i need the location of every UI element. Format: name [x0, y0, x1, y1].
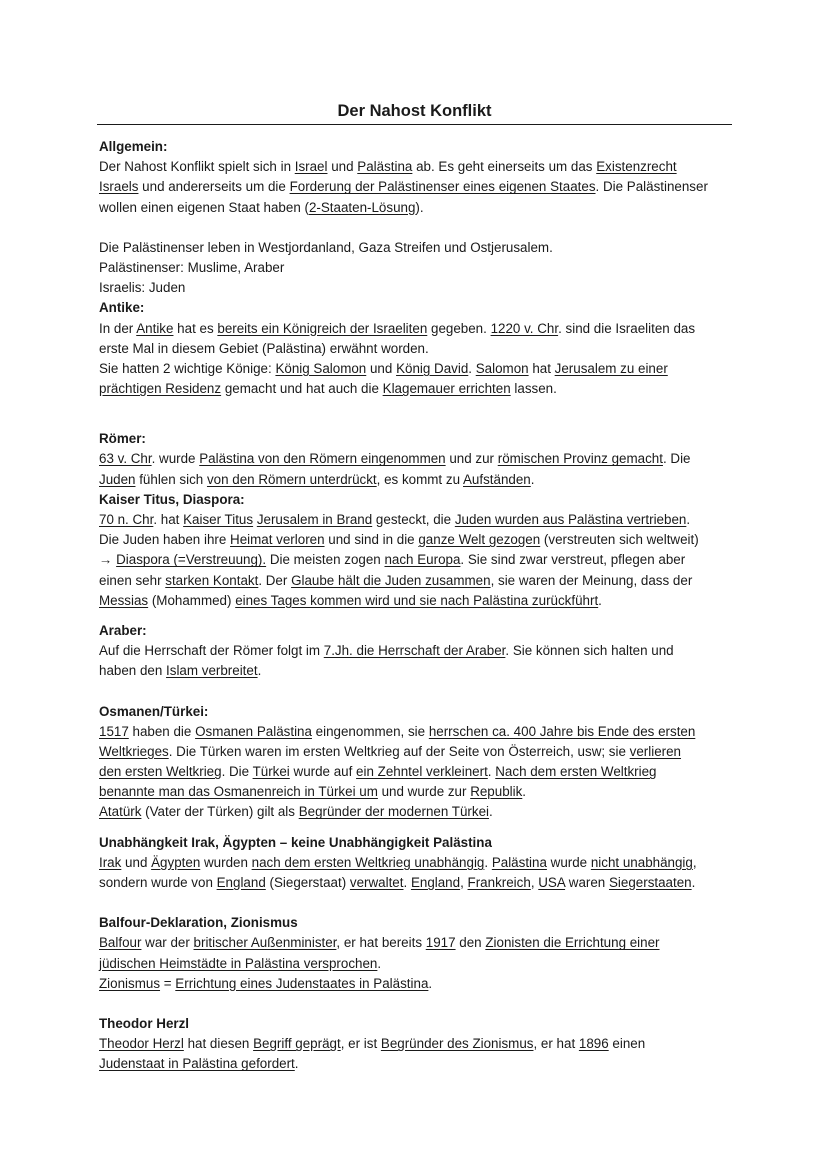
underlined-term: den ersten Weltkrieg	[99, 764, 222, 780]
text-line	[99, 379, 739, 399]
underlined-term: Aufständen	[463, 471, 531, 487]
underlined-term: ganze Welt gezogen	[418, 532, 541, 548]
underlined-term: Zionisten die Errichtung einer	[485, 935, 660, 951]
underlined-term: Begriff geprägt	[253, 1036, 341, 1052]
underlined-term: Palästina von den Römern eingenommen	[199, 451, 446, 467]
text-line	[99, 873, 739, 893]
underlined-term: Errichtung eines Judenstaates in Palästina	[175, 975, 429, 991]
underlined-term: USA	[538, 875, 566, 890]
underlined-term: prächtigen Residenz	[99, 381, 222, 397]
text-segment: (Mohammed)	[148, 592, 236, 608]
underlined-term: 1517	[99, 723, 129, 739]
underlined-term: nach Europa	[384, 552, 461, 568]
text-segment: , es kommt zu	[376, 471, 463, 487]
text-segment: , er hat	[533, 1036, 579, 1052]
section-heading: Unabhängkeit Irak, Ägypten – keine Unabhängigkeit Palästina	[99, 834, 492, 850]
underlined-term: Kaiser Titus	[183, 512, 254, 527]
underlined-term: Islam verbreitet	[166, 663, 258, 679]
underlined-term: Palästina	[357, 159, 413, 175]
underlined-term: Jerusalem in Brand	[256, 512, 373, 527]
underlined-term: Türkei	[252, 764, 290, 780]
text-segment: Auf die Herrschaft der Römer folgt im	[99, 643, 324, 659]
underlined-term: benannte man das Osmanenreich in Türkei um	[99, 784, 378, 800]
text-segment: ,	[692, 854, 697, 870]
text-line	[99, 641, 739, 661]
text-segment: eingenommen, sie	[311, 723, 429, 739]
text-segment: Die Palästinenser leben in Westjordanland, Gaza Streifen und Ostjerusalem.	[99, 239, 553, 255]
text-segment: Palästinenser: Muslime, Araber	[99, 259, 285, 275]
text-segment: ,	[460, 875, 468, 890]
text-segment: .	[522, 784, 527, 800]
section-heading: Kaiser Titus, Diaspora:	[99, 491, 245, 507]
text-segment: Der Nahost Konflikt spielt sich in	[99, 159, 295, 175]
text-segment: →	[99, 552, 117, 568]
underlined-term: Theodor Herzl	[99, 1036, 184, 1052]
text-line	[99, 359, 739, 379]
text-segment: (Vater der Türken) gilt als	[141, 804, 299, 820]
text-segment: . sind die Israeliten das	[558, 320, 696, 336]
underlined-term: Siegerstaaten	[608, 875, 692, 890]
text-line	[99, 238, 739, 258]
text-line	[99, 742, 739, 762]
text-segment: , sie waren der Meinung, dass der	[490, 572, 693, 588]
text-segment: den	[455, 935, 486, 951]
text-line	[99, 722, 739, 742]
underlined-term: Palästina	[491, 854, 547, 870]
text-segment: . Sie sind zwar verstreut, pflegen aber	[460, 552, 686, 568]
text-segment: fühlen sich	[135, 471, 207, 487]
text-segment: ).	[415, 199, 424, 215]
text-segment: waren	[565, 875, 609, 890]
text-line	[99, 258, 739, 278]
underlined-term: Weltkrieges	[99, 743, 169, 759]
text-segment: erste Mal in diesem Gebiet (Palästina) erwähnt worden.	[99, 340, 429, 356]
text-segment: Israelis: Juden	[99, 280, 186, 296]
text-segment: und wurde zur	[377, 784, 471, 800]
text-segment: .	[691, 875, 696, 890]
underlined-term: 70 n. Chr	[99, 512, 154, 527]
section-heading: Balfour-Deklaration, Zionismus	[99, 915, 298, 931]
underlined-term: nach dem ersten Weltkrieg unabhängig	[251, 854, 485, 870]
text-segment: ,	[530, 875, 539, 890]
underlined-term: Begründer des Zionismus	[380, 1036, 534, 1052]
text-segment: . wurde	[151, 451, 200, 467]
text-segment: war der	[141, 935, 194, 951]
underlined-term: Israels	[99, 179, 139, 195]
document-body	[99, 137, 739, 1075]
underlined-term: England	[410, 875, 461, 890]
text-segment: und andererseits um die	[138, 179, 290, 195]
underlined-term: Salomon	[475, 360, 529, 376]
underlined-term: jüdischen Heimstädte in Palästina versprochen	[99, 955, 378, 971]
text-segment: und	[327, 159, 358, 175]
underlined-term: britischer Außenminister	[193, 935, 337, 951]
underlined-term: 1896	[578, 1036, 609, 1052]
text-segment: . Die Palästinenser	[595, 179, 708, 195]
underlined-term: Israel	[294, 159, 328, 175]
underlined-term: Frankreich	[467, 875, 531, 890]
text-segment: . Der	[258, 572, 292, 588]
underlined-term: Republik	[470, 784, 523, 800]
underlined-term: Antike	[136, 320, 174, 336]
underlined-term: Klagemauer errichten	[382, 381, 511, 397]
text-segment: (Siegerstaat)	[265, 875, 350, 890]
text-segment: . Die	[662, 451, 691, 467]
text-line	[99, 802, 739, 822]
text-segment: gemacht und hat auch die	[221, 381, 383, 397]
text-segment: Sie hatten 2 wichtige Könige:	[99, 360, 276, 376]
underlined-term: Jerusalem zu einer	[554, 360, 668, 376]
text-line	[99, 954, 739, 974]
text-line	[99, 933, 739, 953]
text-segment: einen sehr	[99, 572, 166, 588]
text-segment: .	[428, 975, 433, 991]
text-segment: .	[598, 592, 602, 608]
underlined-term: Existenzrecht	[596, 159, 677, 175]
text-segment: einen	[608, 1036, 646, 1052]
section-heading: Römer:	[99, 431, 146, 447]
underlined-term: römischen Provinz gemacht	[497, 451, 663, 467]
underlined-term: Nach dem ersten Weltkrieg	[495, 764, 657, 780]
text-segment: In der	[99, 320, 137, 336]
text-segment: und zur	[445, 451, 498, 467]
text-segment: gegeben.	[427, 320, 491, 336]
section-heading: Theodor Herzl	[99, 1015, 190, 1031]
text-segment: hat diesen	[183, 1036, 254, 1052]
text-segment: , er ist	[340, 1036, 381, 1052]
text-line	[99, 449, 739, 469]
section-heading: Araber:	[99, 622, 147, 638]
text-line	[99, 278, 739, 298]
underlined-term: 2-Staaten-Lösung	[308, 199, 416, 215]
title-divider	[97, 124, 732, 125]
text-segment: wurden	[200, 854, 252, 870]
underlined-term: Osmanen Palästina	[195, 723, 312, 739]
text-segment: .	[484, 854, 492, 870]
underlined-term: bereits ein Königreich der Israeliten	[217, 320, 428, 336]
underlined-term: eines Tages kommen wird und sie nach Palästina zurückführt	[235, 592, 599, 608]
text-segment: . Die Türken waren im ersten Weltkrieg auf der Seite von Österreich, usw; sie	[168, 743, 630, 759]
text-line	[99, 782, 739, 802]
text-line	[99, 762, 739, 782]
underlined-term: König Salomon	[275, 360, 367, 376]
text-segment: gesteckt, die	[372, 512, 455, 527]
section-heading: Allgemein:	[99, 139, 168, 154]
text-segment: und sind in die	[324, 532, 419, 548]
text-segment: . Die	[221, 764, 253, 780]
underlined-term: von den Römern unterdrückt	[206, 471, 377, 487]
text-segment: (verstreuten sich weltweit)	[540, 532, 699, 548]
text-segment: hat	[528, 360, 555, 376]
page-title: Der Nahost Konflikt	[337, 102, 492, 120]
underlined-term: starken Kontakt	[165, 572, 259, 588]
underlined-term: Juden wurden aus Palästina vertrieben	[454, 512, 687, 527]
text-segment: .	[530, 471, 535, 487]
underlined-term: 1917	[425, 935, 456, 951]
text-line	[99, 470, 739, 490]
text-segment: .	[294, 1056, 299, 1072]
text-line	[99, 339, 739, 359]
text-line	[99, 1054, 739, 1074]
underlined-term: Messias	[99, 592, 149, 608]
underlined-term: Begründer der modernen Türkei	[298, 804, 490, 820]
text-line	[99, 319, 739, 339]
text-line	[99, 177, 739, 197]
underlined-term: Forderung der Palästinenser eines eigenen Staates	[289, 179, 596, 195]
text-line	[99, 571, 739, 591]
text-segment: lassen.	[510, 381, 557, 397]
underlined-term: Heimat verloren	[230, 532, 325, 548]
underlined-term: Diaspora (=Verstreuung).	[116, 552, 267, 568]
underlined-term: Zionismus	[99, 975, 161, 991]
text-line	[99, 550, 739, 570]
text-segment: wurde	[546, 854, 591, 870]
underlined-term: Atatürk	[99, 804, 142, 820]
text-line	[99, 198, 739, 218]
text-segment: .	[257, 663, 262, 679]
text-segment: . hat	[153, 512, 184, 527]
text-segment: haben die	[128, 723, 196, 739]
text-segment: haben den	[99, 663, 167, 679]
underlined-term: Glaube hält die Juden zusammen	[291, 572, 491, 588]
text-line	[99, 157, 739, 177]
underlined-term: ein Zehntel verkleinert	[356, 764, 488, 780]
text-segment: .	[487, 764, 496, 780]
text-segment: .	[377, 955, 382, 971]
text-segment: .	[686, 512, 691, 527]
underlined-term: Irak	[99, 854, 122, 870]
underlined-term: König David	[396, 360, 469, 376]
text-line	[99, 1034, 739, 1054]
text-segment: hat es	[173, 320, 218, 336]
text-segment: Die meisten zogen	[266, 552, 385, 568]
underlined-term: 1220 v. Chr	[490, 320, 559, 336]
text-segment: .	[468, 360, 476, 376]
text-segment: . Sie können sich halten und	[505, 643, 674, 659]
text-line	[99, 530, 739, 550]
text-segment: .	[403, 875, 411, 890]
underlined-term: 7.Jh. die Herrschaft der Araber	[323, 643, 506, 659]
section-heading: Antike:	[99, 300, 145, 316]
text-line	[99, 510, 739, 530]
underlined-term: verlieren	[629, 743, 682, 759]
text-line	[99, 591, 739, 611]
text-segment: wollen einen eigenen Staat haben (	[99, 199, 309, 215]
underlined-term: Judenstaat in Palästina gefordert	[99, 1056, 295, 1072]
text-segment: .	[489, 804, 493, 820]
underlined-term: Juden	[99, 471, 136, 487]
text-segment: sondern wurde von	[99, 875, 217, 890]
underlined-term: herrschen ca. 400 Jahre bis Ende des ersten	[428, 723, 696, 739]
text-segment: ab. Es geht einerseits um das	[412, 159, 597, 175]
text-line	[99, 974, 739, 994]
text-line	[99, 661, 739, 681]
underlined-term: 63 v. Chr	[99, 451, 152, 467]
text-segment: , er hat bereits	[336, 935, 426, 951]
section-heading: Osmanen/Türkei:	[99, 703, 209, 719]
text-segment: und	[121, 854, 152, 870]
text-segment: und	[366, 360, 397, 376]
underlined-term: Balfour	[99, 935, 142, 951]
text-segment: =	[160, 975, 176, 991]
underlined-term: verwaltet	[349, 875, 404, 890]
underlined-term: Ägypten	[151, 854, 201, 870]
underlined-term: nicht unabhängig	[590, 854, 693, 870]
underlined-term: England	[216, 875, 266, 890]
text-segment: wurde auf	[289, 764, 357, 780]
text-segment: Die Juden haben ihre	[99, 532, 231, 548]
text-line	[99, 853, 739, 873]
